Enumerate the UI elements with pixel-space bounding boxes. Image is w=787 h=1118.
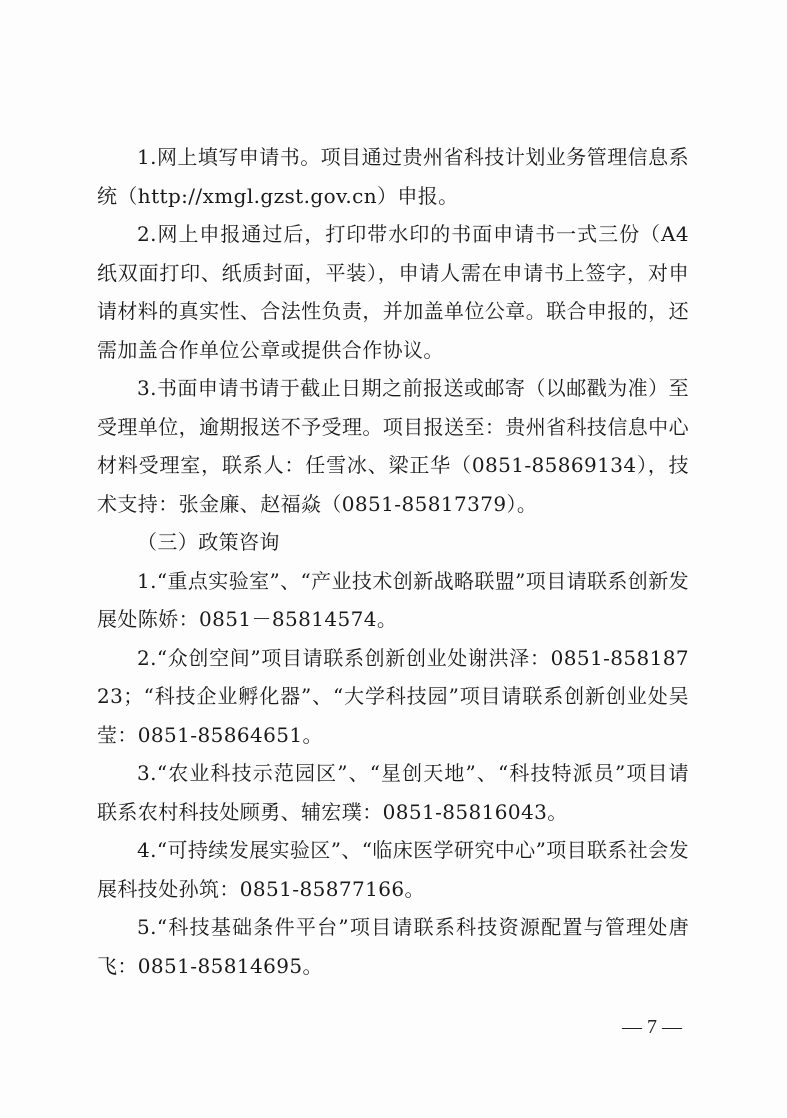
consult-item-platform: 5.“科技基础条件平台”项目请联系科技资源配置与管理处唐飞：0851-85814695。: [97, 915, 689, 978]
consult-item-maker-space: 2.“众创空间”项目请联系创新创业处谢洪泽：0851-85818723；“科技企业孵化器”、“大学科技园”项目请联系创新创业处吴莹：0851-85864651。: [97, 645, 689, 747]
paragraph-printed-application: 2.网上申报通过后，打印带水印的书面申请书一式三份（A4纸双面打印、纸质封面，平装），申请人需在申请书上签字，对申请材料的真实性、合法性负责，并加盖单位公章。联合申报的，还需加盖合作单位公章或提供合作协议。: [97, 222, 689, 362]
section-heading-policy-consult: （三）政策咨询: [137, 530, 280, 554]
consult-item-agri-park: 3.“农业科技示范园区”、“星创天地”、“科技特派员”项目请联系农村科技处顾勇、辅宏璞：0851-85816043。: [97, 761, 689, 824]
document-body: [97, 138, 689, 985]
consult-item-key-lab: 1.“重点实验室”、“产业技术创新战略联盟”项目请联系创新发展处陈娇：0851－85814574。: [97, 568, 689, 631]
paragraph-online-application: 1.网上填写申请书。项目通过贵州省科技计划业务管理信息系统（http://xmgl.gzst.gov.cn）申报。: [97, 145, 689, 208]
consult-item-sustainable-dev: 4.“可持续发展实验区”、“临床医学研究中心”项目联系社会发展科技处孙筑：0851-85877166。: [97, 838, 689, 901]
paragraph-submission: 3.书面申请书请于截止日期之前报送或邮寄（以邮戳为准）至受理单位，逾期报送不予受理。项目报送至：贵州省科技信息中心材料受理室，联系人：任雪冰、梁正华（0851-85869134），技术支持：张金廉、赵福焱（0851-85817379）。: [97, 376, 689, 516]
page-number: — 7 —: [622, 1016, 682, 1038]
